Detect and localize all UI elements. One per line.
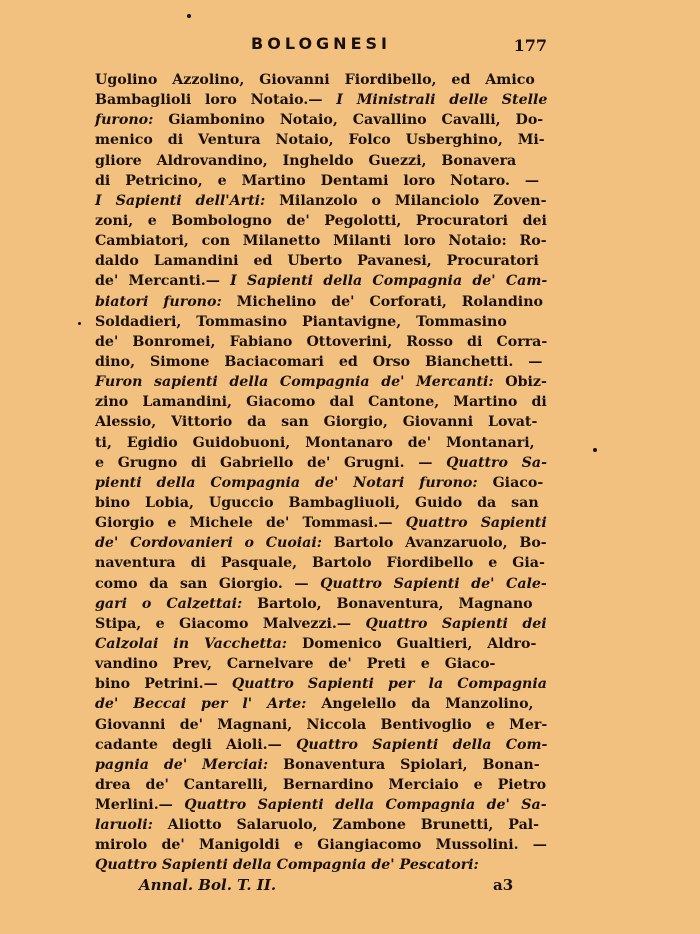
text-segment: Bartolo Avanzaruolo, Bo- [322,535,547,552]
text-line [95,674,547,694]
text-segment: Soldadieri, Tommasino Piantavigne, Tommasino [95,313,507,330]
italic-text-segment: de' Cordovanieri o Cuoiai: [95,535,322,552]
italic-text-segment: Quattro Sa- [446,454,548,471]
text-segment: Cambiatori, con Milanetto Milanti loro Notaio: Ro- [95,233,547,250]
italic-text-segment: pienti della Compagnia de' Notari furono: [95,474,478,491]
running-header [95,30,547,60]
text-segment: bino Lobia, Uguccio Bambagliuoli, Guido da san [95,494,539,511]
italic-text-segment: furono: [95,112,154,129]
text-segment: di Petricino, e Martino Dentami loro Notaro. — [95,172,540,189]
footer-signature: Annal. Bol. T. II. [139,876,277,894]
text-line [95,292,547,312]
text-line [95,815,547,835]
text-line [95,513,547,533]
text-segment: como da san Giorgio. — [95,575,321,592]
text-segment: Stipa, e Giacomo Malvezzi.— [95,615,366,632]
text-line [95,533,547,553]
text-line [95,775,547,795]
text-line [95,795,547,815]
italic-text-segment: I Sapienti della Compagnia de' Cam- [230,273,548,290]
text-line [95,392,547,412]
text-line [95,211,547,231]
italic-text-segment: laruoli: [95,817,153,834]
text-segment: de' Mercanti.— [95,273,231,290]
text-segment: Bambaglioli loro Notaio.— [95,92,337,109]
text-line [95,70,547,90]
italic-text-segment: Quattro Sapienti dei [365,615,547,632]
text-line [95,493,547,513]
italic-text-segment: Quattro Sapienti della Compagnia de' Sa- [184,797,547,814]
speck-mark [187,14,191,18]
text-segment: Domenico Gualtieri, Aldro- [287,635,537,652]
italic-text-segment: Quattro Sapienti della Com- [296,736,548,753]
text-segment: Bonaventura Spiolari, Bonan- [268,756,540,773]
italic-text-segment: pagnia de' Merciai: [95,756,269,773]
text-body [95,70,547,876]
text-line [95,574,547,594]
text-line [95,151,547,171]
text-line [95,433,547,453]
text-line [95,171,547,191]
text-line [95,694,547,714]
italic-text-segment: I Ministrali delle Stelle [336,92,548,109]
text-line [95,191,547,211]
text-line [95,332,547,352]
text-line [95,372,547,392]
text-segment: Aliotto Salaruolo, Zambone Brunetti, Pal- [152,817,540,834]
text-segment: cadante degli Aioli.— [95,736,297,753]
text-line [95,412,547,432]
text-line [95,352,547,372]
text-line [95,654,547,674]
text-segment: Giaco- [477,474,544,491]
running-title: BOLOGNESI [251,34,391,53]
italic-text-segment: de' Beccai per l' Arte: [95,696,307,713]
text-line [95,634,547,654]
text-segment: Alessio, Vittorio da san Giorgio, Giovanni Lovat- [95,414,538,431]
italic-text-segment: Quattro Sapienti de' Cale- [320,575,547,592]
text-line [95,453,547,473]
text-segment: gliore Aldrovandino, Ingheldo Guezzi, Bonavera [95,152,517,169]
text-segment: Giovanni de' Magnani, Niccola Bentivoglio e Mer- [95,716,548,733]
italic-text-segment: Quattro Sapienti della Compagnia de' Pescatori: [95,857,479,874]
italic-text-segment: Quattro Sapienti [405,515,547,532]
text-line [95,473,547,493]
italic-text-segment: Calzolai in Vacchetta: [95,635,288,652]
text-line [95,735,547,755]
italic-text-segment: I Sapienti dell'Arti: [95,192,266,209]
text-segment: Obiz- [493,374,547,391]
text-segment: dino, Simone Baciacomari ed Orso Bianchetti. — [95,353,543,370]
text-segment: bino Petrini.— [95,676,232,693]
text-segment: drea de' Cantarelli, Bernardino Merciaio e Pietro [95,776,547,793]
text-line [95,594,547,614]
italic-text-segment: biatori furono: [95,293,222,310]
text-line [95,110,547,130]
text-segment: Milanzolo o Milanciolo Zoven- [265,192,547,209]
page-footer [95,876,547,898]
text-line [95,835,547,855]
italic-text-segment: Quattro Sapienti per la Compagnia [231,676,547,693]
speck-mark [78,322,81,325]
italic-text-segment: gari o Calzettai: [95,595,243,612]
text-line [95,130,547,150]
text-segment: de' Bonromei, Fabiano Ottoverini, Rosso di Corra- [95,333,548,350]
text-segment: Giorgio e Michele de' Tommasi.— [95,515,406,532]
text-segment: zino Lamandini, Giacomo dal Cantone, Martino di [95,394,547,411]
text-segment: mirolo de' Manigoldi e Giangiacomo Mussolini. — [95,837,547,854]
text-line [95,312,547,332]
text-segment: Merlini.— [95,797,185,814]
text-line [95,755,547,775]
text-segment: vandino Prev, Carnelvare de' Preti e Giaco- [95,656,496,673]
text-line [95,271,547,291]
text-segment: zoni, e Bombologno de' Pegolotti, Procuratori dei [95,212,547,229]
text-segment: Michelino de' Corforati, Rolandino [221,293,543,310]
italic-text-segment: Furon sapienti della Compagnia de' Mercanti: [95,374,494,391]
text-line [95,90,547,110]
text-segment: e Grugno di Gabriello de' Grugni. — [95,454,447,471]
text-segment: Bartolo, Bonaventura, Magnano [242,595,533,612]
text-segment: Angelello da Manzolino, [306,696,534,713]
text-line [95,553,547,573]
text-segment: daldo Lamandini ed Uberto Pavanesi, Procuratori [95,253,539,270]
text-line [95,251,547,271]
text-line [95,715,547,735]
signature-mark: a3 [493,876,514,894]
text-line [95,231,547,251]
text-line [95,855,547,875]
page-number: 177 [513,36,547,55]
text-segment: Giambonino Notaio, Cavallino Cavalli, Do- [153,112,544,129]
text-segment: menico di Ventura Notaio, Folco Usberghino, Mi- [95,132,545,149]
text-segment: Ugolino Azzolino, Giovanni Fiordibello, ed Amico [95,72,535,88]
speck-mark [593,448,597,452]
text-line [95,614,547,634]
text-segment: ti, Egidio Guidobuoni, Montanaro de' Montanari, [95,434,535,451]
text-segment: naventura di Pasquale, Bartolo Fiordibello e Gia- [95,555,545,572]
